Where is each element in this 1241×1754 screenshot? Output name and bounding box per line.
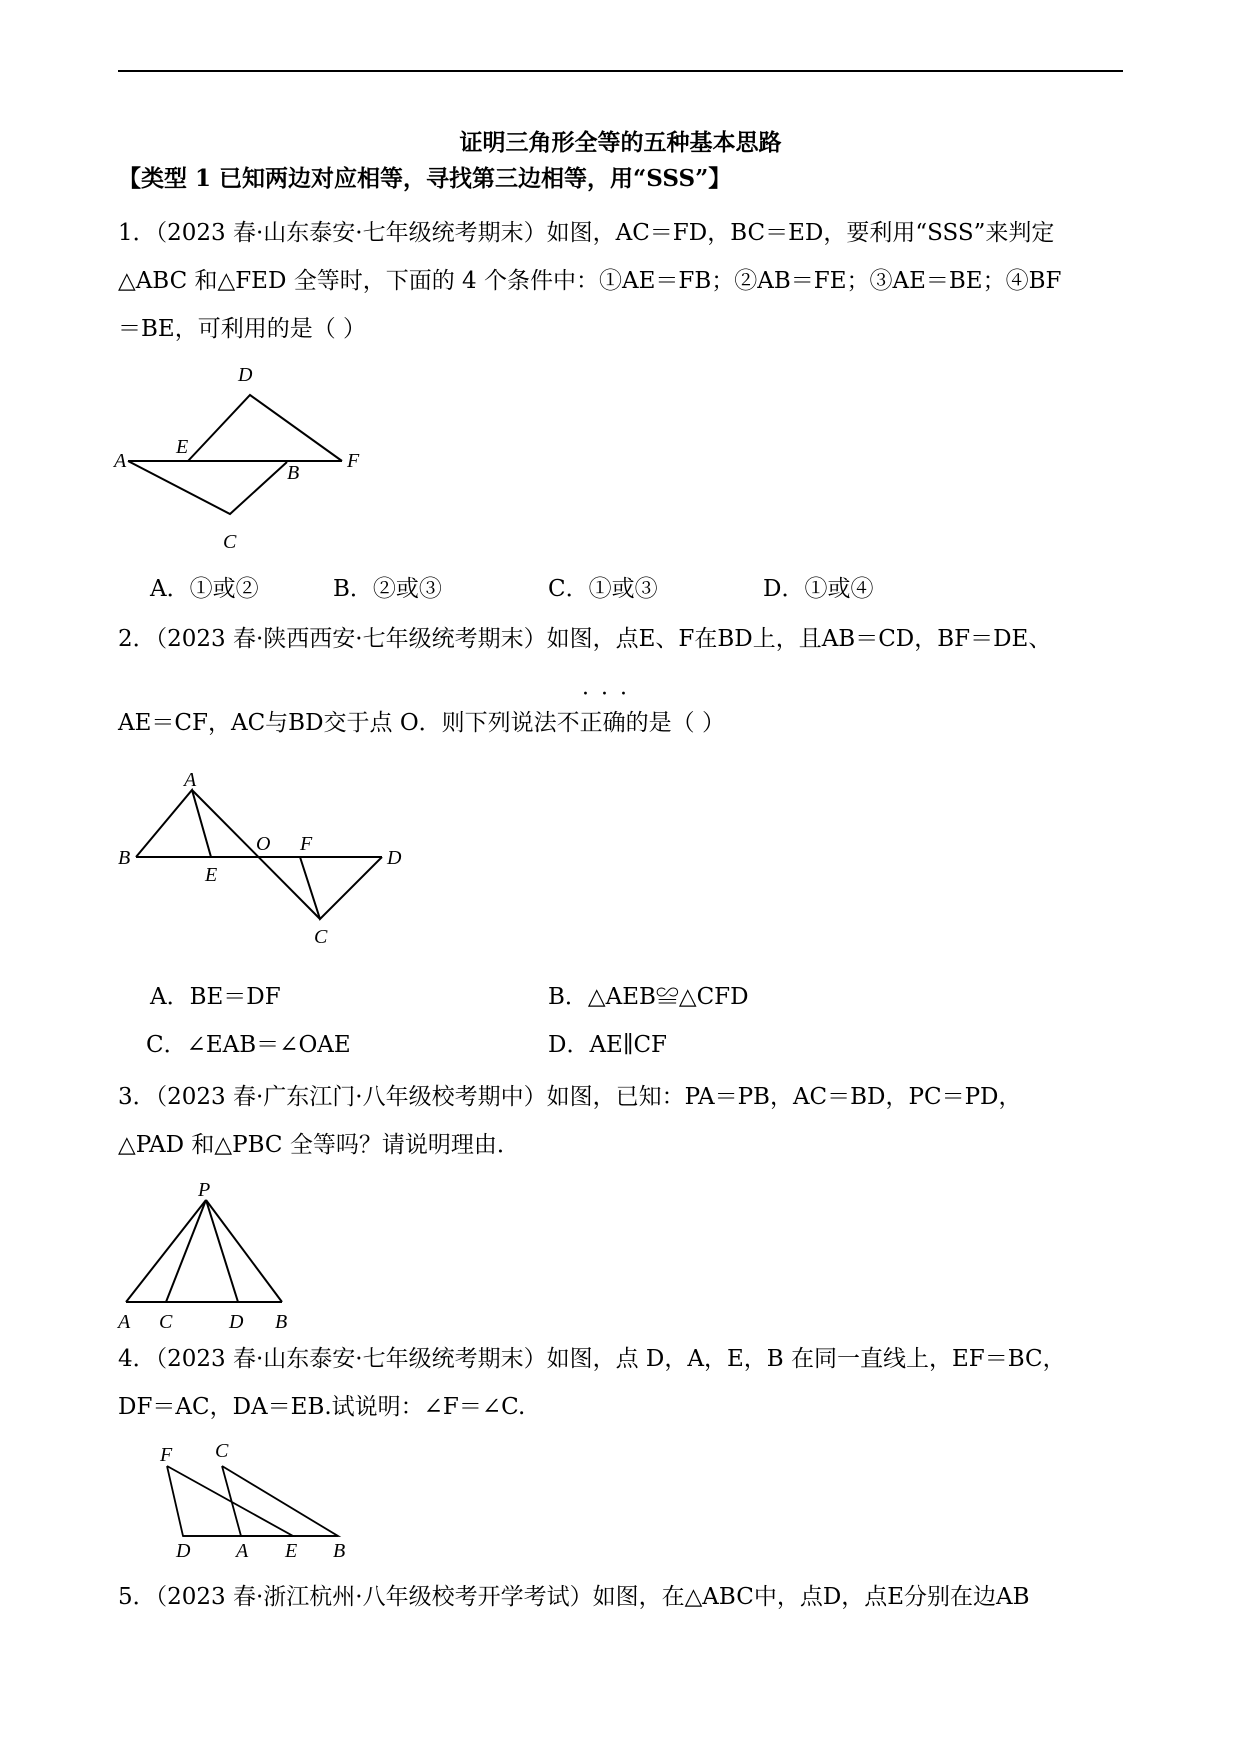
q2-line2: AE＝CF，AC与BD交于点 O．则下列说法不正确的是（ ）	[118, 710, 725, 736]
q1-label-e: E	[176, 436, 189, 458]
q2-figure	[110, 765, 430, 965]
q3-label-b: B	[275, 1311, 288, 1333]
q2-option-b: B．△AEB≌△CFD	[548, 984, 749, 1010]
q4-line2: DF＝AC，DA＝EB.试说明：∠F＝∠C.	[118, 1394, 526, 1420]
q2-label-d: D	[387, 847, 402, 869]
section-heading: 【类型 1 已知两边对应相等，寻找第三边相等，用“SSS”】	[118, 165, 732, 192]
q1-line2: △ABC 和△FED 全等时，下面的 4 个条件中：①AE＝FB；②AB＝FE；③AE＝BE；④BF	[118, 268, 1062, 294]
q3-line1: 3．（2023 春·广东江门·八年级校考期中）如图，已知：PA＝PB，AC＝BD，PC＝PD，	[118, 1084, 1022, 1110]
q1-line1: 1．（2023 春·山东泰安·七年级统考期末）如图，AC＝FD，BC＝ED，要利用“SSS”来判定	[118, 220, 1055, 246]
q1-option-c: C．①或③	[548, 576, 658, 602]
q4-line1: 4．（2023 春·山东泰安·七年级统考期末）如图，点 D，A，E，B 在同一直线上，EF＝BC，	[118, 1346, 1066, 1372]
q2-label-o: O	[256, 833, 271, 855]
q4-label-b: B	[333, 1540, 346, 1560]
q2-option-c: C．∠EAB＝∠OAE	[146, 1032, 351, 1058]
q3-label-d: D	[229, 1311, 244, 1333]
q2-option-a: A．BE＝DF	[150, 984, 281, 1010]
q4-label-f: F	[160, 1444, 173, 1466]
q2-line1: 2．（2023 春·陕西西安·七年级统考期末）如图，点E、F在BD上，且AB＝CD，BF＝DE、	[118, 626, 1052, 652]
q1-option-d: D．①或④	[763, 576, 874, 602]
header-rule	[118, 70, 1123, 72]
q2-label-f: F	[300, 833, 313, 855]
q1-label-d: D	[238, 364, 253, 386]
q2-option-d: D．AE∥CF	[548, 1032, 668, 1058]
q1-label-b: B	[287, 462, 300, 484]
q2-label-e: E	[205, 864, 218, 886]
q2-emphasis-dots: ···	[582, 682, 639, 707]
q3-label-c: C	[159, 1311, 173, 1333]
q3-label-p: P	[198, 1180, 211, 1201]
q1-line3: ＝BE，可利用的是（ ）	[118, 316, 367, 342]
q2-label-b: B	[118, 847, 131, 869]
q3-figure	[110, 1180, 310, 1340]
q3-line2: △PAD 和△PBC 全等吗？请说明理由．	[118, 1132, 520, 1158]
q1-label-f: F	[347, 450, 360, 472]
q4-figure	[150, 1440, 370, 1560]
q1-label-a: A	[114, 450, 127, 472]
q4-label-e: E	[285, 1540, 298, 1560]
q5-line1: 5．（2023 春·浙江杭州·八年级校考开学考试）如图，在△ABC中，点D，点E分别在边AB	[118, 1584, 1030, 1610]
q1-option-a: A．①或②	[150, 576, 259, 602]
q1-option-b: B．②或③	[333, 576, 442, 602]
q1-label-c: C	[223, 531, 237, 553]
page-title: 证明三角形全等的五种基本思路	[459, 129, 782, 156]
q2-label-a: A	[184, 769, 197, 791]
q1-figure	[110, 360, 380, 560]
q4-label-c: C	[215, 1440, 229, 1462]
q4-label-a: A	[236, 1540, 249, 1560]
q3-label-a: A	[118, 1311, 131, 1333]
q2-label-c: C	[314, 926, 328, 948]
q4-label-d: D	[176, 1540, 191, 1560]
